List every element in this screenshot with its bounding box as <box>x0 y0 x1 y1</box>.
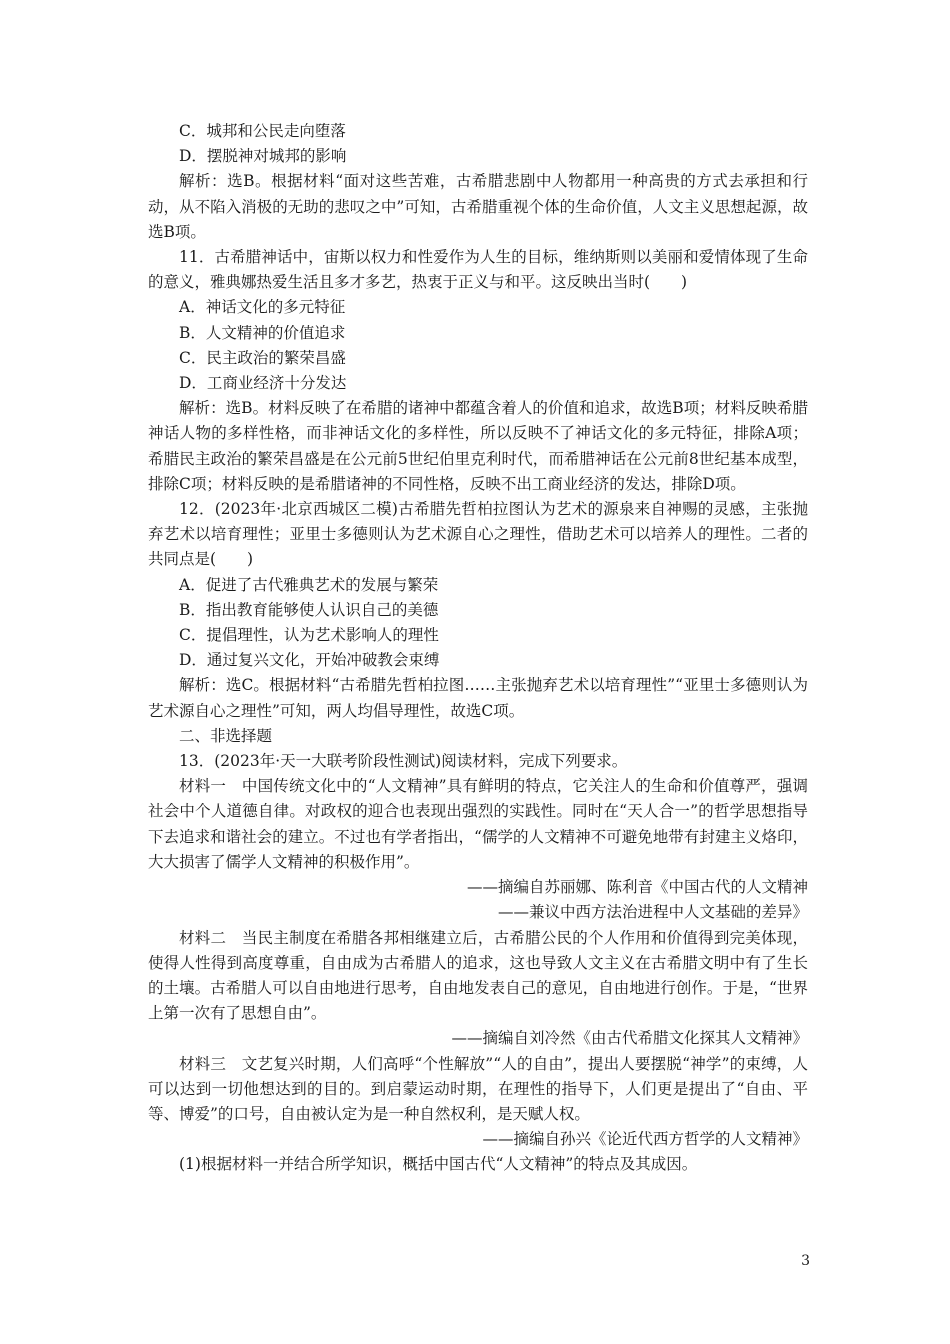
option-line: C．城邦和公民走向堕落 <box>179 122 346 140</box>
option-line: C．民主政治的繁荣昌盛 <box>179 348 346 367</box>
source-citation: ——兼议中西方法治进程中人文基础的差异》 <box>497 903 808 922</box>
paragraph: 11．古希腊神话中，宙斯以权力和性爱作为人生的目标，维纳斯则以美丽和爱情体现了生命的意义，雅典娜热爱生活且多才多艺，热衷于正义与和平。这反映出当时( ) <box>148 248 808 292</box>
source-citation: ——摘编自孙兴《论近代西方哲学的人文精神》 <box>482 1130 808 1149</box>
paragraph: 材料三 文艺复兴时期，人们高呼“个性解放”“人的自由”，提出人要摆脱“神学”的束缚，人可以达到一切他想达到的目的。到启蒙运动时期，在理性的指导下，人们更是提出了“自由、平等、博爱”的口号，自由被认定为是一种自然权利，是天赋人权。 <box>148 1054 808 1123</box>
paragraph: 12．(2023年·北京西城区二模)古希腊先哲柏拉图认为艺术的源泉来自神赐的灵感，主张抛弃艺术以培育理性；亚里士多德则认为艺术源自心之理性，借助艺术可以培养人的理性。二者的共同点是( ) <box>148 500 808 569</box>
option-line: 二、非选择题 <box>179 726 273 745</box>
paragraph: (1)根据材料一并结合所学知识，概括中国古代“人文精神”的特点及其成因。 <box>179 1155 698 1174</box>
paragraph: 解析：选B。根据材料“面对这些苦难，古希腊悲剧中人物都用一种高贵的方式去承担和行动，从不陷入消极的无助的悲叹之中”可知，古希腊重视个体的生命价值，人文主义思想起源，故选B项。 <box>148 172 808 241</box>
paragraph: 13．(2023年·天一大联考阶段性测试)阅读材料，完成下列要求。 <box>179 752 628 771</box>
page-number: 3 <box>801 1253 810 1269</box>
paragraph: 解析：选C。根据材料“古希腊先哲柏拉图……主张抛弃艺术以培育理性”“亚里士多德则认为艺术源自心之理性”可知，两人均倡导理性，故选C项。 <box>148 676 808 720</box>
page-content <box>148 119 808 1178</box>
option-line: C．提倡理性，认为艺术影响人的理性 <box>179 626 439 645</box>
option-line: A．神话文化的多元特征 <box>179 298 346 317</box>
option-line: B．指出教育能够使人认识自己的美德 <box>179 600 439 619</box>
option-line: A．促进了古代雅典艺术的发展与繁荣 <box>179 575 439 594</box>
source-citation: ——摘编自刘冷然《由古代希腊文化探其人文精神》 <box>451 1029 808 1048</box>
source-citation: ——摘编自苏丽娜、陈利音《中国古代的人文精神 <box>466 878 808 897</box>
paragraph: 材料一 中国传统文化中的“人文精神”具有鲜明的特点，它关注人的生命和价值尊严，强调社会中个人道德自律。对政权的迎合也表现出强烈的实践性。同时在“天人合一”的哲学思想指导下去追求和谐社会的建立。不过也有学者指出，“儒学的人文精神不可避免地带有封建主义烙印，大大损害了儒学人文精神的积极作用”。 <box>148 777 808 871</box>
paragraph: 解析：选B。材料反映了在希腊的诸神中都蕴含着人的价值和追求，故选B项；材料反映希腊神话人物的多样性格，而非神话文化的多样性，所以反映不了神话文化的多元特征，排除A项；希腊民主政治的繁荣昌盛是在公元前5世纪伯里克利时代，而希腊神话在公元前8世纪基本成型，排除C项；材料反映的是希腊诸神的不同性格，反映不出工商业经济的发达，排除D项。 <box>148 399 808 493</box>
option-line: D．通过复兴文化，开始冲破教会束缚 <box>179 651 440 670</box>
option-line: D．工商业经济十分发达 <box>179 374 347 393</box>
option-line: B．人文精神的价值追求 <box>179 323 346 342</box>
option-line: D．摆脱神对城邦的影响 <box>179 147 347 166</box>
paragraph: 材料二 当民主制度在希腊各邦相继建立后，古希腊公民的个人作用和价值得到完美体现，使得人性得到高度尊重，自由成为古希腊人的追求，这也导致人文主义在古希腊文明中有了生长的土壤。古希腊人可以自由地进行思考，自由地发表自己的意见，自由地进行创作。于是，“世界上第一次有了思想自由”。 <box>148 928 808 1023</box>
